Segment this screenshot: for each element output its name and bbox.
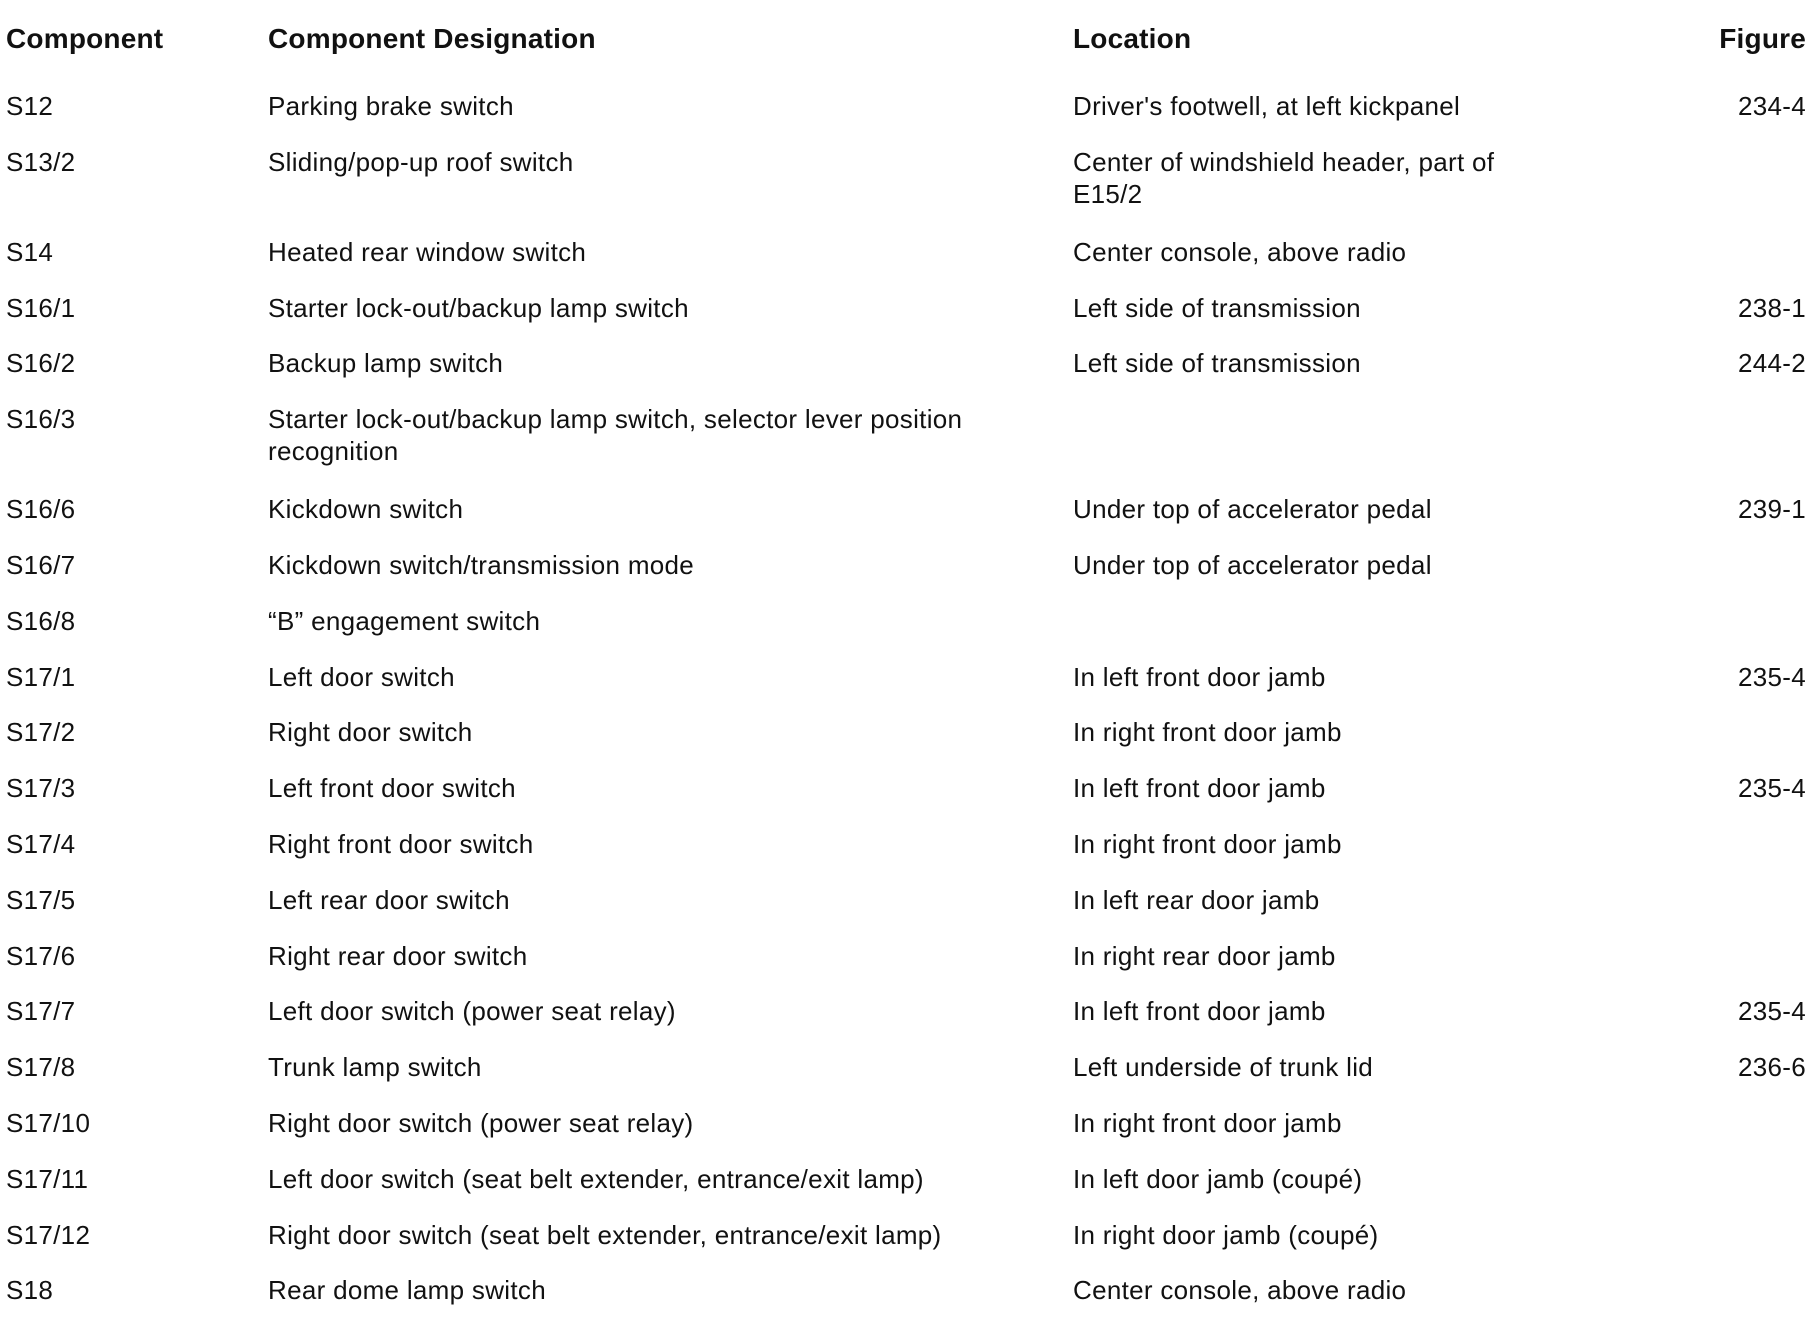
cell-figure: 236-6 [1738, 1052, 1806, 1083]
cell-location: Left side of transmission [1073, 348, 1361, 379]
cell-component: S17/5 [6, 884, 76, 915]
table-row [6, 1219, 1806, 1275]
cell-figure: 244-2 [1738, 348, 1806, 379]
cell-component: S17/7 [6, 996, 76, 1027]
cell-component: S16/3 [6, 404, 76, 435]
cell-figure: 238-1 [1738, 292, 1806, 323]
table-row [6, 90, 1806, 146]
cell-location: In left rear door jamb [1073, 884, 1320, 915]
cell-designation: Right door switch [268, 717, 473, 748]
header-figure: Figure [1719, 23, 1806, 54]
cell-figure: 235-4 [1738, 661, 1806, 692]
cell-designation: “B” engagement switch [268, 605, 541, 636]
cell-designation: Starter lock-out/backup lamp switch [268, 292, 689, 323]
cell-location: Driver's footwell, at left kickpanel [1073, 91, 1461, 121]
cell-figure [1633, 1274, 1806, 1330]
cell-figure [1633, 716, 1806, 772]
cell-location: Center of windshield header, part of E15/2 [1073, 146, 1495, 209]
cell-designation: Left rear door switch [268, 884, 510, 915]
component-table [6, 22, 1806, 1330]
cell-component: S13/2 [6, 146, 76, 177]
cell-figure: 239-1 [1738, 494, 1806, 525]
header-location: Location [1073, 23, 1192, 54]
cell-location: In right door jamb (coupé) [1073, 1219, 1379, 1250]
cell-designation: Right front door switch [268, 828, 534, 859]
cell-location: In right front door jamb [1073, 717, 1342, 748]
cell-figure [1633, 403, 1806, 493]
cell-figure [1633, 1107, 1806, 1163]
cell-component: S17/2 [6, 717, 76, 748]
cell-figure [1633, 884, 1806, 940]
cell-component: S17/10 [6, 1107, 91, 1138]
cell-designation: Left front door switch [268, 773, 516, 804]
cell-location: Under top of accelerator pedal [1073, 494, 1432, 525]
cell-component: S17/1 [6, 661, 76, 692]
table-row [6, 549, 1806, 605]
cell-designation: Right door switch (seat belt extender, entrance/exit lamp) [268, 1219, 942, 1250]
cell-designation: Parking brake switch [268, 91, 514, 121]
table-row [6, 403, 1806, 493]
cell-location: Under top of accelerator pedal [1073, 549, 1432, 580]
cell-location [1073, 605, 1633, 661]
cell-location: In right front door jamb [1073, 1107, 1342, 1138]
cell-component: S16/7 [6, 549, 76, 580]
cell-designation: Kickdown switch/transmission mode [268, 549, 695, 580]
cell-component: S17/11 [6, 1163, 89, 1194]
table-row [6, 940, 1806, 996]
cell-component: S17/4 [6, 828, 76, 859]
cell-figure: 235-4 [1738, 773, 1806, 804]
cell-location: In left door jamb (coupé) [1073, 1163, 1363, 1194]
cell-figure [1633, 549, 1806, 605]
cell-designation: Right door switch (power seat relay) [268, 1107, 694, 1138]
cell-component: S14 [6, 236, 54, 267]
table-row [6, 884, 1806, 940]
cell-designation: Trunk lamp switch [268, 1052, 482, 1083]
cell-figure [1633, 828, 1806, 884]
cell-location: In right front door jamb [1073, 828, 1342, 859]
table-row [6, 292, 1806, 348]
table-row [6, 772, 1806, 828]
table-row [6, 236, 1806, 292]
cell-designation: Sliding/pop-up roof switch [268, 146, 574, 177]
cell-designation: Left door switch (power seat relay) [268, 996, 676, 1027]
cell-designation: Rear dome lamp switch [268, 1275, 546, 1306]
table-row [6, 716, 1806, 772]
cell-location: In right rear door jamb [1073, 940, 1336, 971]
cell-location: In left front door jamb [1073, 661, 1326, 692]
table-body [6, 90, 1806, 1330]
cell-figure [1633, 1163, 1806, 1219]
cell-component: S18 [6, 1275, 54, 1306]
cell-figure [1633, 146, 1806, 236]
cell-designation: Kickdown switch [268, 494, 464, 525]
cell-component: S16/6 [6, 494, 76, 525]
cell-location: In left front door jamb [1073, 773, 1326, 804]
table-row [6, 1163, 1806, 1219]
cell-component: S16/8 [6, 605, 76, 636]
cell-location: In left front door jamb [1073, 996, 1326, 1027]
cell-figure: 235-4 [1738, 996, 1806, 1027]
table-row [6, 1051, 1806, 1107]
cell-figure [1633, 1219, 1806, 1275]
cell-location: Left side of transmission [1073, 292, 1361, 323]
cell-component: S16/1 [6, 292, 76, 323]
cell-location: Left underside of trunk lid [1073, 1052, 1374, 1083]
table-row [6, 347, 1806, 403]
table-row [6, 828, 1806, 884]
cell-figure [1633, 605, 1806, 661]
cell-figure: 234-4 [1738, 91, 1806, 121]
cell-designation: Starter lock-out/backup lamp switch, selector lever position recognition [268, 404, 963, 467]
cell-designation: Heated rear window switch [268, 236, 587, 267]
table-row [6, 493, 1806, 549]
table-row [6, 605, 1806, 661]
cell-figure [1633, 940, 1806, 996]
table-row [6, 1107, 1806, 1163]
cell-figure [1633, 236, 1806, 292]
cell-designation: Right rear door switch [268, 940, 528, 971]
cell-designation: Left door switch (seat belt extender, entrance/exit lamp) [268, 1163, 924, 1194]
cell-designation: Left door switch [268, 661, 455, 692]
table-row [6, 146, 1806, 236]
table-header-row [6, 22, 1806, 90]
table-row [6, 661, 1806, 717]
header-component: Component [6, 23, 164, 54]
cell-component: S17/8 [6, 1052, 76, 1083]
cell-location: Center console, above radio [1073, 1275, 1407, 1306]
cell-location: Center console, above radio [1073, 236, 1407, 267]
cell-designation: Backup lamp switch [268, 348, 504, 379]
table-row [6, 1274, 1806, 1330]
cell-component: S17/3 [6, 773, 76, 804]
table-row [6, 995, 1806, 1051]
cell-component: S12 [6, 91, 54, 121]
cell-component: S16/2 [6, 348, 76, 379]
header-designation: Component Designation [268, 23, 596, 54]
cell-component: S17/12 [6, 1219, 91, 1250]
cell-component: S17/6 [6, 940, 76, 971]
cell-location [1073, 403, 1633, 493]
